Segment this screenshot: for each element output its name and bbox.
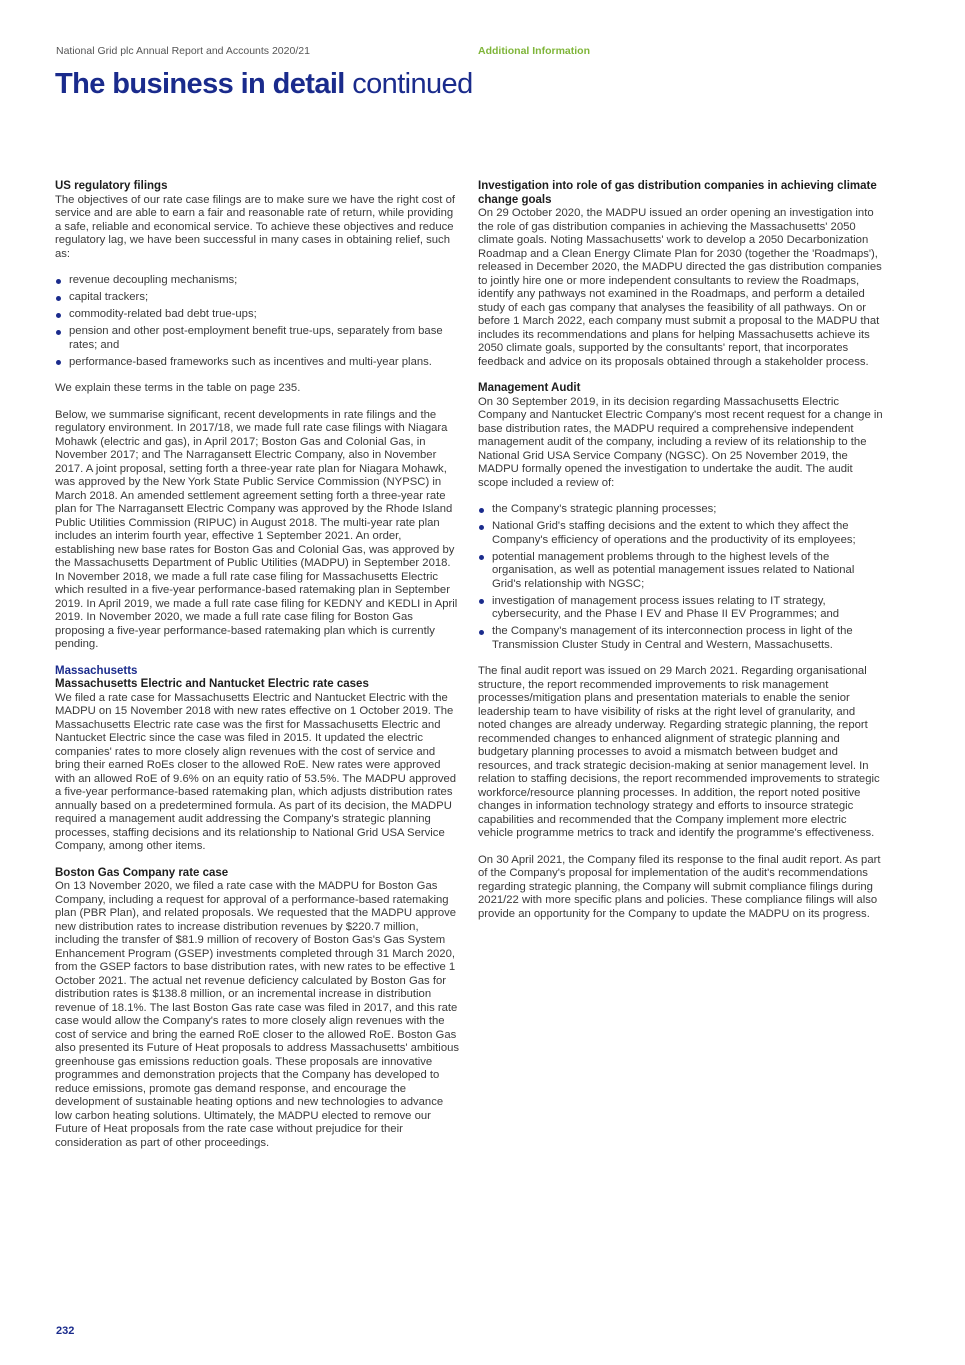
relief-list — [55, 274, 461, 369]
list-item: performance-based frameworks such as incentives and multi-year plans. — [55, 356, 461, 370]
page-title-bold: The business in detail — [55, 68, 345, 100]
terms-note: We explain these terms in the table on page 235. — [55, 382, 301, 394]
list-item: commodity-related bad debt true-ups; — [55, 308, 461, 322]
audit-report-paragraph: The final audit report was issued on 29 March 2021. Regarding organisational structure, the report recommended improvements to risk management processes/mitigation plans and presentation materials to enable the senior leadership team to have visibility of risks at the right level of granularity, and noted changes are already underway. Regarding strategic planning, the report recommended changes to enhanced alignment of strategic planning and budgetary planning processes to avoid a mismatch between budget and resources, and track strategic decision-making at senior management level. In relation to staffing decisions, the report recommended improvements to strategic workforce/resource planning processes. In addition, the report noted positive changes in information technology strategy and efforts to insource strategic capabilities and recommended that the Company implement more electric vehicle programme metrics to track and identify the programme's effectiveness. — [478, 665, 880, 839]
list-item: investigation of management process issues relating to IT strategy, cybersecurity, and the Phase I EV and Phase II EV Programmes; and — [478, 595, 884, 622]
report-title: National Grid plc Annual Report and Accounts 2020/21 — [56, 45, 310, 57]
boston-gas-paragraph: On 13 November 2020, we filed a rate case with the MADPU for Boston Gas Company, including a request for approval of a performance-based ratemaking plan (PBR Plan), and related proposals. We requested that the MADPU approve new distribution rates to increase distribution revenues by $220.7 million, including the transfer of $81.9 million of recovery of Boston Gas's Gas System Enhancement Program (GSEP) investments completed through 31 March 2020, from the GSEP factors to base distribution rates, with new rates to be effective 1 October 2021. The actual net revenue deficiency calculated by Boston Gas for distribution rates is $138.8 million, or an incremental increase in distribution revenue of 18.1%. The last Boston Gas rate case was filed in 2017, and this rate case would allow the Company's rates to more closely align revenues with the cost of service and bring the earned RoE closer to the allowed RoE. Boston Gas also presented its Future of Heat proposals to address Massachusetts' ambitious greenhouse gas emissions reduction goals. These proposals are innovative programmes and demonstration projects that the Company has developed to reduce emissions, promote gas demand response, and encourage the development of sustainable heating options and new technologies to advance low carbon heating solutions. Ultimately, the MADPU elected to remove our Future of Heat proposals from the rate case without prejudice for their consideration as part of other proceedings. — [55, 880, 460, 1149]
management-audit-heading: Management Audit — [478, 382, 581, 394]
list-item: revenue decoupling mechanisms; — [55, 274, 461, 288]
right-column — [478, 180, 884, 934]
list-item: the Company's management of its interconnection process in light of the Transmission Cluster Study in Central and Western, Massachusetts. — [478, 625, 884, 652]
list-item: the Company's strategic planning processes; — [478, 503, 884, 517]
investigation-heading: Investigation into role of gas distribution companies in achieving climate change goals — [478, 180, 877, 206]
page-title-light: continued — [352, 68, 473, 100]
audit-response-paragraph: On 30 April 2021, the Company filed its response to the final audit report. As part of the Company's proposal for implementation of the audit's recommendations regarding strategic planning, the Company will submit compliance filings during 2021/22 with more specific plans and policies. These compliance filings will also provide an opportunity for the Company to update the MADPU on its progress. — [478, 853, 881, 920]
us-filings-intro: The objectives of our rate case filings are to make sure we have the right cost of service and are able to earn a fair and reasonable rate of return, while providing a safe, reliable and economical service. To achieve these objectives and reduce regulatory lag, we have been successful in many cases in obtaining relief, such as: — [55, 193, 455, 260]
massachusetts-heading: Massachusetts — [55, 664, 138, 677]
section-label: Additional Information — [478, 45, 590, 57]
investigation-paragraph: On 29 October 2020, the MADPU issued an order opening an investigation into the role of gas distribution companies in achieving the Massachusetts' 2050 climate goals. Noting Massachusetts' work to develop a 2050 Decarbonization Roadmap and a Clean Energy Climate Plan for 2030 (together the 'Roadmaps'), released in December 2020, the MADPU directed the gas distribution companies to jointly hire one or more independent consultants to review the Roadmaps, identify any pathways not examined in the Roadmaps, and perform a detailed study of each gas company that analyses the feasibility of all pathways. On or before 1 March 2022, each company must submit a proposal to the MADPU that includes its recommendations and plans for helping Massachusetts achieve its 2050 climate goals, supported by the consultants' report, that incorporates feedback and advice on its proposals obtained through a stakeholder process. — [478, 207, 882, 368]
list-item: National Grid's staffing decisions and the extent to which they affect the Company's efficiency of operations and the productivity of its employees; — [478, 520, 884, 547]
us-filings-heading: US regulatory filings — [55, 180, 168, 192]
list-item: capital trackers; — [55, 291, 461, 305]
menec-heading: Massachusetts Electric and Nantucket Electric rate cases — [55, 678, 369, 690]
page-title — [55, 68, 473, 101]
rate-filings-summary: Below, we summarise significant, recent developments in rate filings and the regulatory environment. In 2017/18, we made full rate case filings with Niagara Mohawk (electric and gas), in April 2017; Boston Gas and Colonial Gas, in November 2017; and The Narragansett Electric Company, also in November 2017. A joint proposal, setting forth a three-year rate plan for Niagara Mohawk, was approved by the New York State Public Service Commission (NYPSC) in March 2018. An amended settlement agreement setting forth a three-year rate plan for The Narragansett Electric Company was approved by the Rhode Island Public Utilities Commission (RIPUC) in August 2018. The multi-year rate plan includes an interim fourth year, effective 1 September 2021. An order, establishing new base rates for Boston Gas and Colonial Gas, was approved by the Massachusetts Department of Public Utilities (MADPU) in September 2018. In November 2018, we made a full rate case filing for Massachusetts Electric which resulted in a five-year performance-based ratemaking plan in September 2019. In April 2019, we made a full rate case filing for KEDNY and KEDLI in April 2019. In November 2020, we made a full rate case filing for Boston Gas proposing a five-year performance-based ratemaking plan which is currently pending. — [55, 408, 458, 650]
audit-scope-list — [478, 503, 884, 652]
management-audit-intro: On 30 September 2019, in its decision regarding Massachusetts Electric Company and Nantucket Electric Company's most recent request for a change in base distribution rates, the MADPU required a comprehensive independent management audit of the company, including a review of its relationship to the National Grid USA Service Company (NGSC). On 25 November 2019, the MADPU formally opened the investigation to undertake the audit. The audit scope included a review of: — [478, 395, 883, 489]
list-item: pension and other post-employment benefit true-ups, separately from base rates; and — [55, 325, 461, 352]
page-number: 232 — [56, 1325, 75, 1337]
menec-paragraph: We filed a rate case for Massachusetts Electric and Nantucket Electric with the MADPU on 15 November 2018 with new rates effective on 1 October 2019. The Massachusetts Electric rate case was the first for Massachusetts Electric and Nantucket Electric since the case was filed in 2015. It updated the electric companies' rates to more closely align revenues with the cost of service and bring their earned RoEs closer to the allowed RoE. New rates were approved with an allowed RoE of 9.6% on an equity ratio of 53.5%. The MADPU approved a five-year performance-based ratemaking plan, which adjusts distribution rates annually based on a predetermined formula. As part of its decision, the MADPU required a management audit addressing the Company's strategic planning processes, staffing decisions and its relationship to National Grid USA Service Company, among other items. — [55, 691, 457, 852]
left-column — [55, 180, 461, 1163]
list-item: potential management problems through to the highest levels of the organisation, as well as potential management issues related to National Grid's relationship with NGSC; — [478, 551, 884, 592]
boston-gas-heading: Boston Gas Company rate case — [55, 866, 229, 879]
